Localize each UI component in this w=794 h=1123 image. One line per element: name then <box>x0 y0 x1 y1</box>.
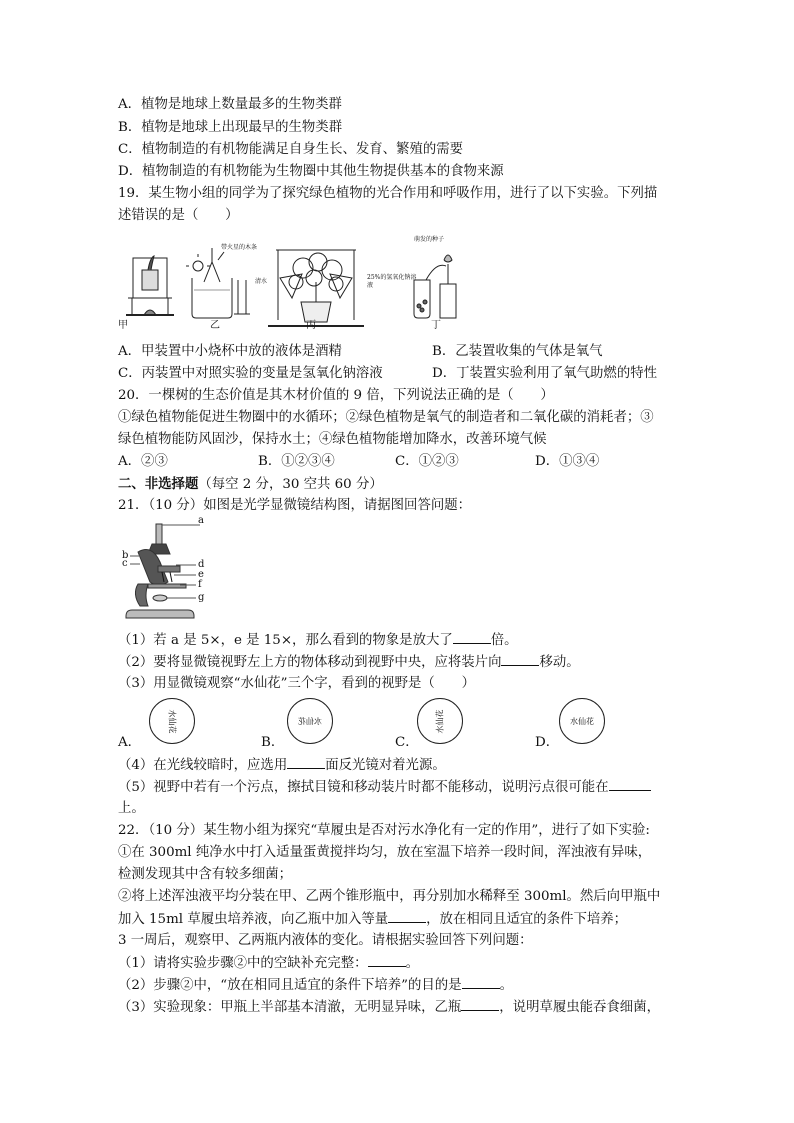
q21-part-2-text: （2）要将显微镜视野左上方的物体移动到视野中央，应将装片向 <box>118 655 502 670</box>
mic-label-a: a <box>198 515 204 526</box>
q22-step-2-cont <box>118 909 627 930</box>
answer-blank[interactable] <box>609 777 651 791</box>
q21-part-1 <box>118 630 518 651</box>
figure-label-naoh: 25%的氢氧化钠溶液 <box>367 274 417 289</box>
q21-stem: 21．（10 分）如图是光学显微镜结构图，请据图回答问题： <box>118 498 472 513</box>
figure-label-bing: 丙 <box>306 320 316 331</box>
mic-label-f: f <box>198 579 202 590</box>
section-title: 二、非选择题 <box>118 476 199 492</box>
q22-part-2 <box>118 975 513 996</box>
q19-option-c: C．丙装置中对照实验的变量是氢氧化钠溶液 <box>118 366 383 381</box>
view-circle-c <box>417 698 463 744</box>
answer-blank[interactable] <box>462 975 500 989</box>
mic-label-g: g <box>198 592 205 603</box>
q21-part-4 <box>118 755 446 776</box>
mic-label-d: d <box>198 559 205 570</box>
q19-option-d: D．丁装置实验利用了氧气助燃的特性 <box>432 366 657 381</box>
q21-option-c: C． <box>395 735 419 750</box>
q21-part-2 <box>118 652 580 673</box>
q20-option-b: B．①②③④ <box>258 454 335 469</box>
q19-apparatus-drawing <box>118 230 478 338</box>
circle-d-text: 水仙花 <box>570 716 594 726</box>
q22-step-1-cont: 检测发现其中含有较多细菌； <box>118 867 293 882</box>
q22-part-2-text: （2）步骤②中，“放在相同且适宜的条件下培养”的目的是 <box>118 978 462 993</box>
q22-step-2-end: ，放在相同且适宜的条件下培养； <box>426 912 628 927</box>
view-circle-b <box>287 698 333 744</box>
section-note: （每空 2 分，30 空共 60 分） <box>198 477 383 492</box>
q19-option-b: B．乙装置收集的气体是氧气 <box>432 344 603 359</box>
answer-blank[interactable] <box>453 630 491 644</box>
q22-step-1: ①在 300ml 纯净水中打入适量蛋黄搅拌均匀，放在室温下培养一段时间，浑浊液有异味， <box>118 845 652 860</box>
q22-part-1 <box>118 953 419 974</box>
q20-body-1: ①绿色植物能促进生物圈中的水循环；②绿色植物是氧气的制造者和二氧化碳的消耗者；③ <box>118 410 654 425</box>
mic-label-e: e <box>198 569 204 580</box>
q22-part-3-end: ，说明草履虫能吞食细菌， <box>499 1000 660 1015</box>
q21-part-5-text: （5）视野中若有一个污点，擦拭目镜和移动装片时都不能移动，说明污点很可能在 <box>118 780 609 795</box>
answer-blank[interactable] <box>388 909 426 923</box>
circle-a-text: 水仙花 <box>167 709 177 733</box>
q20-stem: 20．一棵树的生态价值是其木材价值的 9 倍，下列说法正确的是（ ） <box>118 388 554 403</box>
view-circle-d <box>559 698 605 744</box>
q20-option-a: A．②③ <box>118 454 168 469</box>
mic-label-b: b <box>122 550 129 561</box>
q22-step-3: 3 一周后，观察甲、乙两瓶内液体的变化。请根据实验回答下列问题： <box>118 933 533 948</box>
mic-label-c: c <box>122 558 128 569</box>
figure-label-wood: 带火星的木条 <box>221 244 258 251</box>
microscope-figure <box>118 515 218 622</box>
figure-label-ding: 丁 <box>431 320 441 331</box>
q21-option-a: A． <box>118 735 142 750</box>
q22-part-1-text: （1）请将实验步骤②中的空缺补充完整： <box>118 956 368 971</box>
q18-option-c: C．植物制造的有机物能满足自身生长、发育、繁殖的需要 <box>118 142 464 157</box>
q22-part-3 <box>118 997 660 1018</box>
answer-blank[interactable] <box>368 953 406 967</box>
section-heading <box>118 474 383 495</box>
answer-blank[interactable] <box>501 652 539 666</box>
q20-option-d: D．①③④ <box>535 454 600 469</box>
figure-label-yi: 乙 <box>210 320 220 331</box>
q19-stem-cont: 述错误的是（ ） <box>118 208 239 223</box>
q18-option-a: A．植物是地球上数量最多的生物类群 <box>118 97 342 112</box>
q22-step-2: ②将上述浑浊液平均分装在甲、乙两个锥形瓶中，再分别加水稀释至 300ml。然后向甲瓶中 <box>118 889 661 904</box>
q22-part-2-end: 。 <box>499 978 513 993</box>
q21-part-4-text: （4）在光线较暗时，应选用 <box>118 758 288 773</box>
figure-label-jia: 甲 <box>118 320 128 331</box>
q18-option-b: B．植物是地球上出现最早的生物类群 <box>118 120 343 135</box>
q19-experiment-figure <box>118 230 478 338</box>
q21-part-5 <box>118 777 651 798</box>
q22-step-2-text: 加入 15ml 草履虫培养液，向乙瓶中加入等量 <box>118 912 389 927</box>
figure-label-water: 清水 <box>255 278 268 285</box>
q19-option-a: A．甲装置中小烧杯中放的液体是酒精 <box>118 344 342 359</box>
q21-part-5-cont: 上。 <box>118 801 145 816</box>
answer-blank[interactable] <box>461 997 499 1011</box>
q22-stem: 22．（10 分）某生物小组为探究“草履虫是否对污水净化有一定的作用”，进行了如下实验: <box>118 823 650 838</box>
q21-part-2-end: 移动。 <box>539 655 580 670</box>
q21-part-3: （3）用显微镜观察“水仙花”三个字，看到的视野是（ ） <box>118 676 475 691</box>
q21-option-d: D． <box>535 735 560 750</box>
q21-part-1-text: （1）若 a 是 5×，e 是 15×，那么看到的物象是放大了 <box>118 633 453 648</box>
q20-option-c: C．①②③ <box>395 454 459 469</box>
q19-stem: 19．某生物小组的同学为了探究绿色植物的光合作用和呼吸作用，进行了以下实验。下列描 <box>118 186 658 201</box>
answer-blank[interactable] <box>287 755 325 769</box>
circle-c-text: 水仙花 <box>435 709 445 733</box>
q22-part-1-end: 。 <box>405 956 419 971</box>
q21-part-1-unit: 倍。 <box>490 633 518 648</box>
view-circle-a <box>149 698 195 744</box>
q18-option-d: D．植物制造的有机物能为生物圈中其他生物提供基本的食物来源 <box>118 164 504 179</box>
figure-label-seeds: 萌发的种子 <box>414 236 445 243</box>
q21-option-b: B． <box>261 735 285 750</box>
q20-body-2: 绿色植物能防风固沙，保持水土；④绿色植物能增加降水，改善环境气候 <box>118 432 547 447</box>
q21-part-4-end: 面反光镜对着光源。 <box>325 758 446 773</box>
circle-b-text: 水仙花 <box>298 716 322 726</box>
q22-part-3-text: （3）实验现象：甲瓶上半部基本清澈，无明显异味，乙瓶 <box>118 1000 462 1015</box>
